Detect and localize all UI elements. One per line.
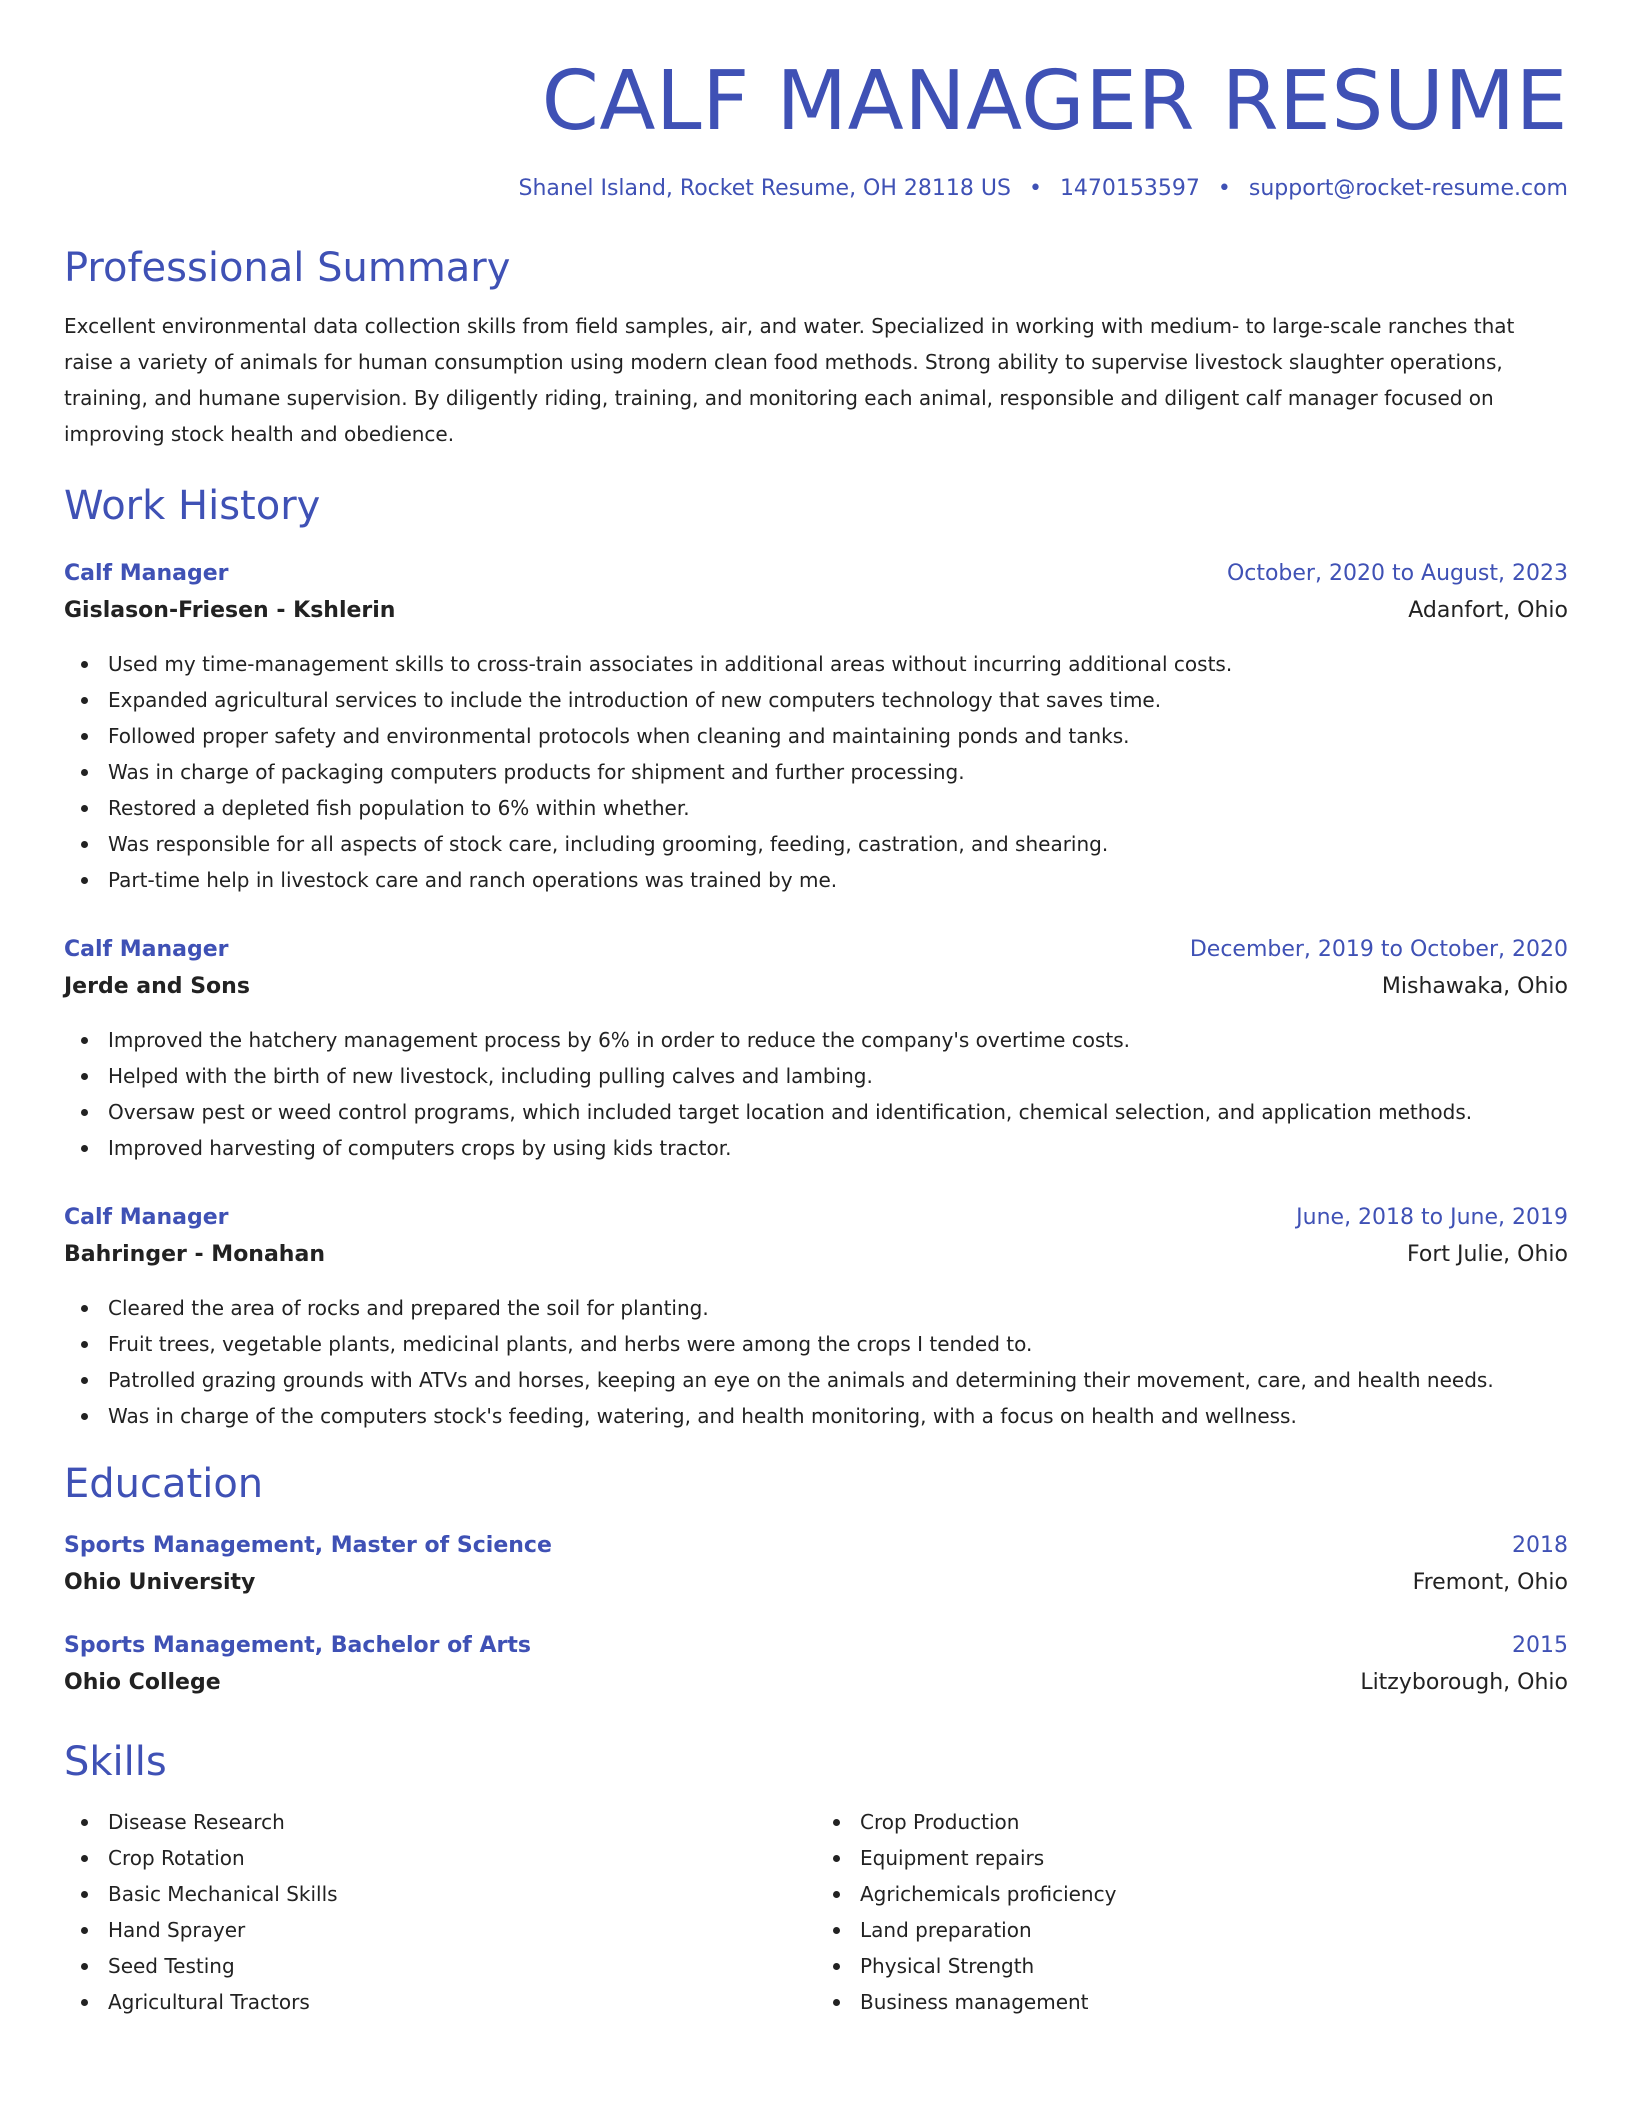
- skill-item: Land preparation: [860, 1912, 1568, 1948]
- skill-item: Physical Strength: [860, 1948, 1568, 1984]
- section-heading-summary: Professional Summary: [64, 245, 511, 291]
- edu-year: 2018: [1512, 1533, 1568, 1558]
- skills-section: [64, 1736, 1568, 2020]
- skills-columns: [64, 1804, 1568, 2020]
- job-location: Adanfort, Ohio: [1408, 598, 1568, 623]
- job-bullet: Restored a depleted fish population to 6% within whether.: [108, 790, 1568, 826]
- contact-separator: •: [1028, 176, 1042, 201]
- edu-school: Ohio College: [64, 1670, 221, 1695]
- job-entry: [64, 556, 1568, 898]
- job-title: Calf Manager: [64, 561, 229, 586]
- skill-item: Seed Testing: [108, 1948, 816, 1984]
- contact-line: [64, 174, 1568, 204]
- job-dates: October, 2020 to August, 2023: [1226, 561, 1568, 586]
- section-heading-education: Education: [64, 1461, 264, 1507]
- job-location: Fort Julie, Ohio: [1406, 1242, 1568, 1267]
- education-entry: [64, 1628, 1568, 1702]
- job-bullets: [64, 1290, 1568, 1434]
- job-bullet: Part-time help in livestock care and ranch operations was trained by me.: [108, 862, 1568, 898]
- skills-list: [64, 1804, 816, 2020]
- job-title: Calf Manager: [64, 937, 229, 962]
- edu-degree: Sports Management, Bachelor of Arts: [64, 1633, 532, 1658]
- contact-phone: 1470153597: [1059, 176, 1200, 201]
- section-heading-work: Work History: [64, 483, 321, 529]
- job-bullet: Was in charge of packaging computers products for shipment and further processing.: [108, 754, 1568, 790]
- job-bullet: Was responsible for all aspects of stock care, including grooming, feeding, castration, and shearing.: [108, 826, 1568, 862]
- skill-item: Agrichemicals proficiency: [860, 1876, 1568, 1912]
- job-bullet: Fruit trees, vegetable plants, medicinal plants, and herbs were among the crops I tended to.: [108, 1326, 1568, 1362]
- skill-item: Disease Research: [108, 1804, 816, 1840]
- contact-email: support@rocket-resume.com: [1248, 176, 1568, 201]
- edu-year: 2015: [1512, 1633, 1568, 1658]
- skill-item: Basic Mechanical Skills: [108, 1876, 816, 1912]
- contact-address: Shanel Island, Rocket Resume, OH 28118 US: [518, 176, 1011, 201]
- skills-list: [816, 1804, 1568, 2020]
- job-bullet: Used my time-management skills to cross-train associates in additional areas without incurring additional costs.: [108, 646, 1568, 682]
- skills-column-left: [64, 1804, 816, 2020]
- skill-item: Equipment repairs: [860, 1840, 1568, 1876]
- job-dates: June, 2018 to June, 2019: [1296, 1205, 1568, 1230]
- job-bullet: Followed proper safety and environmental protocols when cleaning and maintaining ponds and tanks.: [108, 718, 1568, 754]
- skill-item: Agricultural Tractors: [108, 1984, 816, 2020]
- professional-summary-section: [64, 242, 1568, 452]
- edu-school: Ohio University: [64, 1570, 256, 1595]
- job-bullet: Improved harvesting of computers crops by using kids tractor.: [108, 1130, 1568, 1166]
- job-company: Gislason-Friesen - Kshlerin: [64, 598, 396, 623]
- job-entry: [64, 932, 1568, 1166]
- summary-text: Excellent environmental data collection skills from field samples, air, and water. Specialized in working with medium- to large-scale ranches that raise a variety of animals for human consumption using modern clean food methods. Strong ability to supervise livestock slaughter operations, training, and humane supervision. By diligently riding, training, and monitoring each animal, responsible and diligent calf manager focused on improving stock health and obedience.: [64, 314, 1515, 446]
- job-title: Calf Manager: [64, 1205, 229, 1230]
- job-bullet: Cleared the area of rocks and prepared the soil for planting.: [108, 1290, 1568, 1326]
- job-bullet: Oversaw pest or weed control programs, which included target location and identification, chemical selection, and application methods.: [108, 1094, 1568, 1130]
- job-bullets: [64, 646, 1568, 898]
- job-bullet: Was in charge of the computers stock's feeding, watering, and health monitoring, with a focus on health and wellness.: [108, 1398, 1568, 1434]
- section-heading-skills: Skills: [64, 1739, 167, 1785]
- job-company: Jerde and Sons: [64, 974, 250, 999]
- job-bullet: Improved the hatchery management process by 6% in order to reduce the company's overtime costs.: [108, 1022, 1568, 1058]
- education-entry: [64, 1528, 1568, 1602]
- edu-degree: Sports Management, Master of Science: [64, 1533, 552, 1558]
- skill-item: Crop Production: [860, 1804, 1568, 1840]
- education-section: [64, 1458, 1568, 1702]
- edu-location: Fremont, Ohio: [1412, 1570, 1568, 1595]
- job-bullet: Patrolled grazing grounds with ATVs and horses, keeping an eye on the animals and determining their movement, care, and health needs.: [108, 1362, 1568, 1398]
- resume-title: CALF MANAGER RESUME: [541, 54, 1568, 149]
- job-entry: [64, 1200, 1568, 1434]
- work-history-section: [64, 480, 1568, 1434]
- edu-location: Litzyborough, Ohio: [1360, 1670, 1568, 1695]
- job-bullet: Expanded agricultural services to include the introduction of new computers technology that saves time.: [108, 682, 1568, 718]
- job-bullets: [64, 1022, 1568, 1166]
- job-company: Bahringer - Monahan: [64, 1242, 325, 1267]
- skills-column-right: [816, 1804, 1568, 2020]
- job-bullet: Helped with the birth of new livestock, including pulling calves and lambing.: [108, 1058, 1568, 1094]
- resume-header: [64, 52, 1568, 204]
- skill-item: Hand Sprayer: [108, 1912, 816, 1948]
- skill-item: Business management: [860, 1984, 1568, 2020]
- job-dates: December, 2019 to October, 2020: [1189, 937, 1568, 962]
- contact-separator: •: [1217, 176, 1231, 201]
- job-location: Mishawaka, Ohio: [1381, 974, 1568, 999]
- skill-item: Crop Rotation: [108, 1840, 816, 1876]
